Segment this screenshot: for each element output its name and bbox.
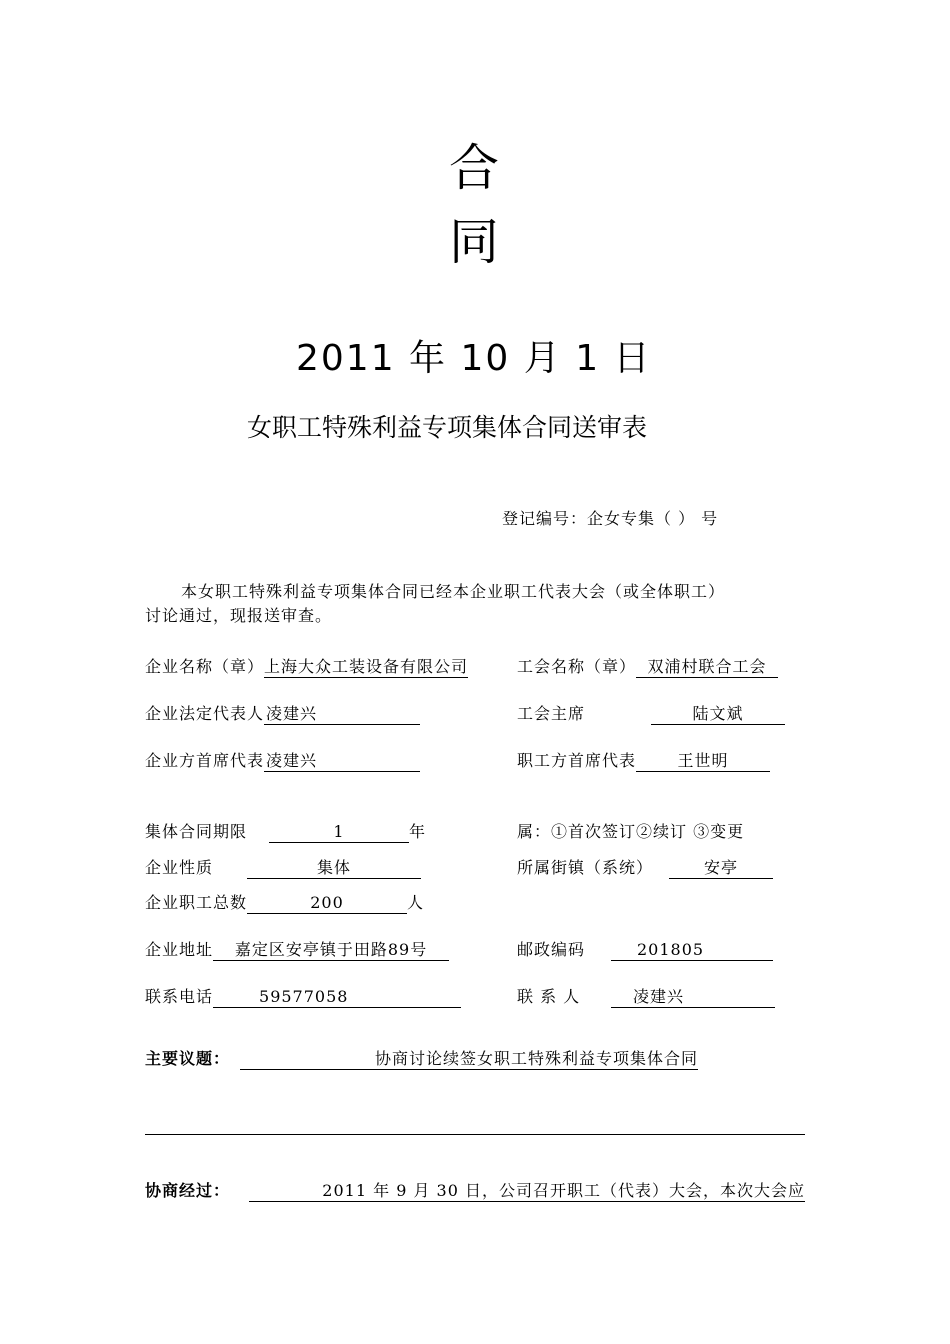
topic-field[interactable]: 协商讨论续签女职工特殊利益专项集体合同 — [240, 1049, 698, 1070]
street-label: 所属街镇（系统） — [517, 858, 654, 877]
divider-line — [145, 1134, 805, 1135]
union-chair-field[interactable]: 陆文斌 — [651, 704, 785, 725]
contact-row — [517, 986, 775, 1008]
phone-field[interactable]: 59577058 — [213, 987, 461, 1008]
worker-chief-field[interactable]: 王世明 — [636, 751, 770, 772]
company-chief-field[interactable]: 凌建兴 — [264, 751, 420, 772]
nature-label: 企业性质 — [145, 858, 214, 877]
company-chief-label: 企业方首席代表 — [145, 751, 265, 770]
term-label: 集体合同期限 — [145, 822, 248, 841]
term-unit: 年 — [409, 822, 427, 841]
street-row — [517, 857, 773, 879]
address-row — [145, 939, 449, 961]
nature-row — [145, 857, 421, 879]
worker-chief-label: 职工方首席代表 — [517, 751, 637, 770]
phone-row — [145, 986, 461, 1008]
address-label: 企业地址 — [145, 940, 214, 959]
worker-chief-row — [517, 750, 770, 772]
legal-rep-field[interactable]: 凌建兴 — [264, 704, 420, 725]
contact-field[interactable]: 凌建兴 — [611, 987, 775, 1008]
staff-field[interactable]: 200 — [247, 893, 407, 914]
title-char-1: 合 — [449, 139, 499, 197]
street-field[interactable]: 安亭 — [669, 858, 773, 879]
process-field[interactable]: 2011 年 9 月 30 日，公司召开职工（代表）大会，本次大会应 — [249, 1181, 805, 1202]
company-name-field[interactable]: 上海大众工装设备有限公司 — [264, 657, 469, 676]
form-subtitle: 女职工特殊利益专项集体合同送审表 — [247, 413, 648, 442]
postcode-label: 邮政编码 — [517, 940, 586, 959]
union-chair-label: 工会主席 — [517, 704, 586, 723]
registration-number: 登记编号：企女专集（ ） 号 — [502, 509, 719, 528]
company-chief-row — [145, 750, 420, 772]
contract-date: 2011 年 10 月 1 日 — [296, 338, 652, 379]
union-name-row — [517, 656, 778, 678]
process-row — [145, 1180, 805, 1202]
contact-label: 联 系 人 — [517, 987, 581, 1006]
postcode-field[interactable]: 201805 — [611, 940, 773, 961]
union-name-label: 工会名称（章） — [517, 657, 637, 676]
intro-line-1: 本女职工特殊利益专项集体合同已经本企业职工代表大会（或全体职工） — [181, 582, 726, 601]
legal-rep-row — [145, 703, 420, 725]
contract-type: 属：①首次签订②续订 ③变更 — [517, 822, 745, 841]
term-field[interactable]: 1 — [269, 822, 409, 843]
address-field[interactable]: 嘉定区安亭镇于田路89号 — [213, 940, 449, 961]
staff-row — [145, 892, 424, 914]
company-name-label: 企业名称（章） — [145, 657, 265, 676]
phone-label: 联系电话 — [145, 987, 214, 1006]
company-name-row — [145, 656, 468, 678]
staff-label: 企业职工总数 — [145, 893, 248, 912]
intro-line-2: 讨论通过，现报送审查。 — [145, 606, 333, 625]
postcode-row — [517, 939, 773, 961]
topic-row — [145, 1048, 698, 1070]
nature-field[interactable]: 集体 — [247, 858, 421, 879]
title-char-2: 同 — [449, 213, 499, 271]
union-chair-row — [517, 703, 785, 725]
union-name-field[interactable]: 双浦村联合工会 — [636, 657, 778, 678]
process-label: 协商经过： — [145, 1181, 231, 1200]
term-row — [145, 821, 426, 843]
legal-rep-label: 企业法定代表人 — [145, 704, 265, 723]
topic-label: 主要议题： — [145, 1049, 231, 1068]
staff-unit: 人 — [407, 893, 425, 912]
